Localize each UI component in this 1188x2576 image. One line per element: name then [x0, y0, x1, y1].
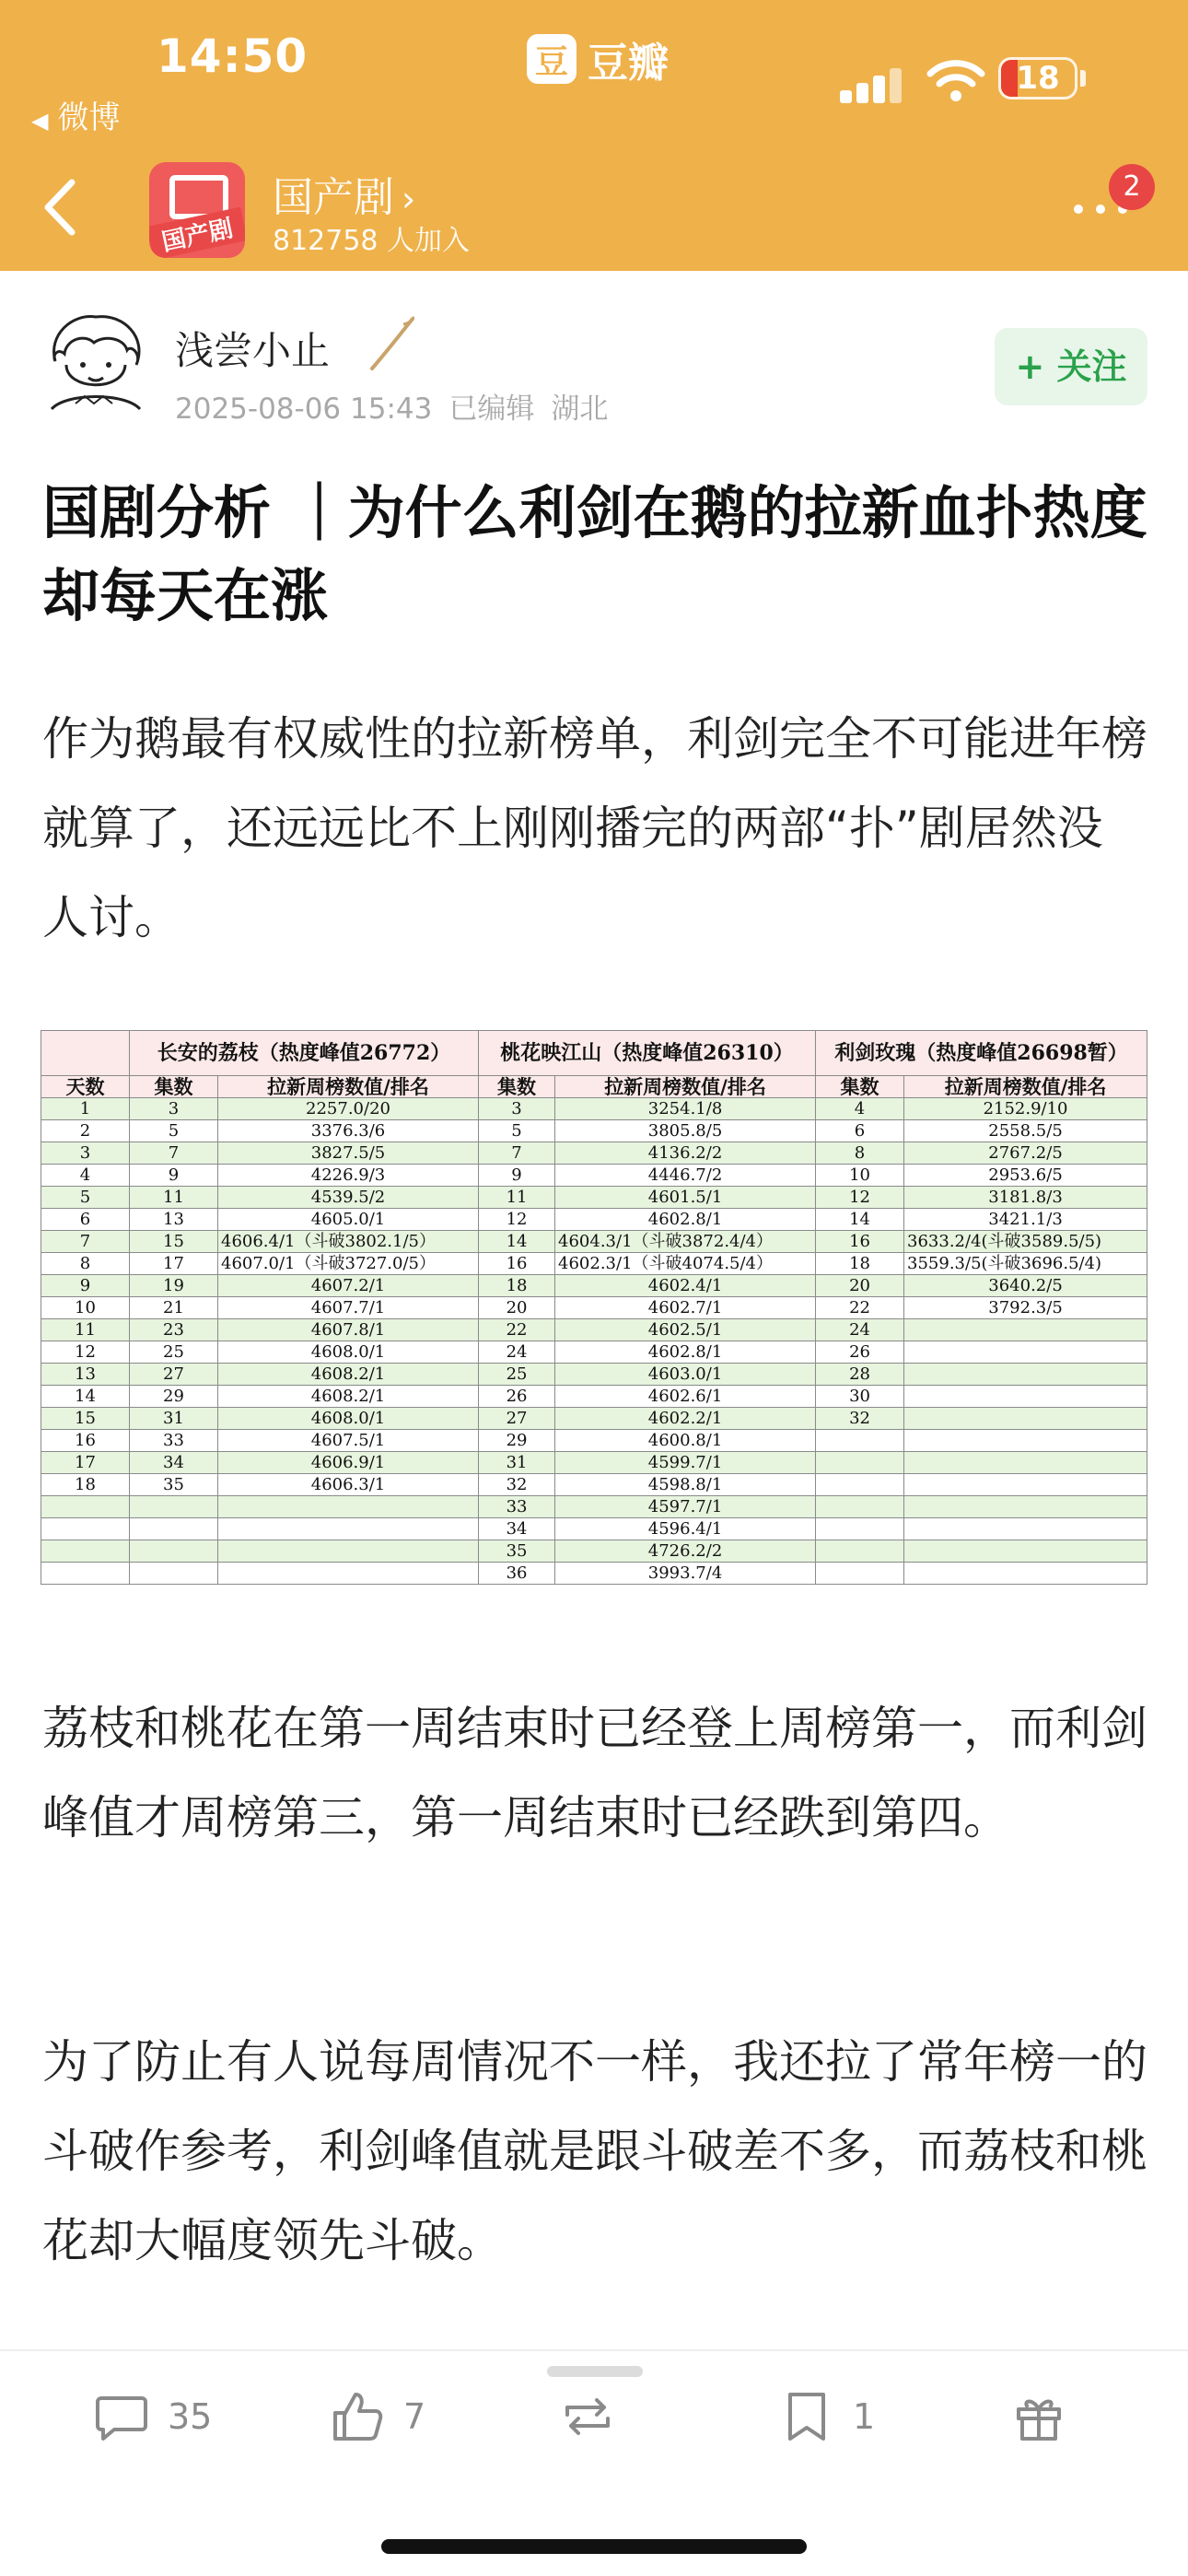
app-name: 豆瓣 — [588, 40, 669, 87]
action-bar-divider — [0, 2349, 1188, 2351]
table-cell: 4539.5/2 — [218, 1187, 479, 1209]
table-row — [41, 1297, 1147, 1319]
table-row — [41, 1142, 1147, 1165]
table-group-header: 利剑玫瑰（热度峰值26698暂） — [816, 1031, 1147, 1076]
table-cell — [904, 1540, 1147, 1563]
table-cell: 2 — [41, 1120, 130, 1142]
table-cell: 6 — [816, 1120, 904, 1142]
table-cell: 11 — [130, 1187, 218, 1209]
table-cell: 36 — [479, 1563, 555, 1585]
table-cell — [130, 1540, 218, 1563]
table-cell: 25 — [479, 1364, 555, 1386]
table-row — [41, 1386, 1147, 1408]
table-row — [41, 1496, 1147, 1518]
table-cell — [904, 1319, 1147, 1341]
chevron-right-icon: › — [402, 179, 416, 219]
table-cell: 17 — [130, 1253, 218, 1275]
table-cell — [41, 1563, 130, 1585]
table-cell: 3421.1/3 — [904, 1209, 1147, 1231]
table-cell — [816, 1540, 904, 1563]
table-cell: 4136.2/2 — [555, 1142, 816, 1165]
table-header: 天数 — [41, 1076, 130, 1098]
table-cell — [904, 1430, 1147, 1452]
table-cell: 32 — [479, 1474, 555, 1496]
table-cell: 14 — [479, 1231, 555, 1253]
table-cell: 4608.2/1 — [218, 1364, 479, 1386]
paragraph-2: 荔枝和桃花在第一周结束时已经登上周榜第一，而利剑峰值才周榜第三，第一周结束时已经跌到第四。 — [42, 1702, 1147, 1844]
table-cell: 26 — [479, 1386, 555, 1408]
table-cell: 8 — [41, 1253, 130, 1275]
table-cell: 21 — [130, 1297, 218, 1319]
table-cell: 3633.2/4(斗破3589.5/5) — [904, 1231, 1147, 1253]
post-title: 国剧分析 ｜为什么利剑在鹅的拉新血扑热度却每天在涨 — [42, 479, 1147, 629]
table-cell: 5 — [41, 1187, 130, 1209]
table-cell — [816, 1518, 904, 1540]
table-cell: 13 — [130, 1209, 218, 1231]
table-row — [41, 1319, 1147, 1341]
table-cell: 4599.7/1 — [555, 1452, 816, 1474]
table-cell: 4596.4/1 — [555, 1518, 816, 1540]
repost-button[interactable] — [558, 2386, 634, 2447]
table-cell: 3559.3/5(斗破3696.5/4) — [904, 1253, 1147, 1275]
table-cell: 4726.2/2 — [555, 1540, 816, 1563]
table-cell: 23 — [130, 1319, 218, 1341]
feather-badge-icon — [367, 313, 418, 372]
table-header: 拉新周榜数值/排名 — [555, 1076, 816, 1098]
table-cell: 3640.2/5 — [904, 1275, 1147, 1297]
cellular-signal-icon — [840, 66, 906, 103]
table-cell: 2953.6/5 — [904, 1165, 1147, 1187]
table-cell: 12 — [41, 1341, 130, 1364]
table-row — [41, 1474, 1147, 1496]
table-cell: 29 — [479, 1430, 555, 1452]
table-row — [41, 1364, 1147, 1386]
table-cell: 4602.7/1 — [555, 1297, 816, 1319]
comment-button[interactable] — [92, 2386, 212, 2447]
table-cell: 22 — [816, 1297, 904, 1319]
table-row — [41, 1563, 1147, 1585]
table-cell: 4 — [41, 1165, 130, 1187]
table-cell: 9 — [130, 1165, 218, 1187]
table-cell: 31 — [479, 1452, 555, 1474]
table-group-header: 长安的荔枝（热度峰值26772） — [130, 1031, 479, 1076]
table-row — [41, 1187, 1147, 1209]
table-cell: 34 — [479, 1518, 555, 1540]
notification-badge: 2 — [1109, 164, 1155, 210]
table-cell: 4602.3/1（斗破4074.5/4） — [555, 1253, 816, 1275]
follow-button[interactable]: + 关注 — [995, 328, 1147, 405]
table-row — [41, 1452, 1147, 1474]
table-cell: 4602.4/1 — [555, 1275, 816, 1297]
status-time: 14:50 — [157, 29, 309, 83]
table-cell: 27 — [479, 1408, 555, 1430]
table-cell: 16 — [479, 1253, 555, 1275]
table-cell — [218, 1518, 479, 1540]
back-to-app-link[interactable] — [31, 92, 120, 137]
post-date: 2025-08-06 15:43 — [175, 392, 433, 426]
table-cell: 3805.8/5 — [555, 1120, 816, 1142]
table-cell: 9 — [41, 1275, 130, 1297]
like-button[interactable] — [328, 2386, 425, 2447]
table-cell — [41, 1540, 130, 1563]
table-cell: 18 — [41, 1474, 130, 1496]
table-cell: 4603.0/1 — [555, 1364, 816, 1386]
table-cell — [130, 1496, 218, 1518]
table-cell: 4602.2/1 — [555, 1408, 816, 1430]
table-cell — [816, 1496, 904, 1518]
table-cell: 4602.6/1 — [555, 1386, 816, 1408]
table-cell: 4607.0/1（斗破3727.0/5） — [218, 1253, 479, 1275]
table-cell — [218, 1540, 479, 1563]
table-cell: 4604.3/1（斗破3872.4/4） — [555, 1231, 816, 1253]
table-cell — [41, 1518, 130, 1540]
back-chevron-icon[interactable] — [37, 175, 83, 240]
ranking-table — [41, 1030, 1147, 1585]
post-meta — [175, 385, 624, 427]
table-cell: 11 — [479, 1187, 555, 1209]
table-cell: 22 — [479, 1319, 555, 1341]
table-row — [41, 1253, 1147, 1275]
table-header: 拉新周榜数值/排名 — [904, 1076, 1147, 1098]
table-cell: 4608.0/1 — [218, 1408, 479, 1430]
thumbs-up-icon — [328, 2387, 387, 2446]
table-cell: 17 — [41, 1452, 130, 1474]
table-cell: 18 — [479, 1275, 555, 1297]
table-cell: 13 — [41, 1364, 130, 1386]
table-row — [41, 1518, 1147, 1540]
table-cell — [904, 1408, 1147, 1430]
wifi-icon — [926, 57, 985, 103]
table-header: 集数 — [479, 1076, 555, 1098]
table-cell: 7 — [41, 1231, 130, 1253]
table-cell: 32 — [816, 1408, 904, 1430]
gift-icon — [1009, 2387, 1068, 2446]
app-badge — [527, 33, 669, 85]
table-cell: 27 — [130, 1364, 218, 1386]
table-cell: 16 — [41, 1430, 130, 1452]
table-cell: 20 — [479, 1297, 555, 1319]
table-cell: 4602.8/1 — [555, 1209, 816, 1231]
table-cell: 4607.7/1 — [218, 1297, 479, 1319]
table-cell: 10 — [41, 1297, 130, 1319]
table-cell: 4606.3/1 — [218, 1474, 479, 1496]
table-cell: 4598.8/1 — [555, 1474, 816, 1496]
table-cell: 4607.2/1 — [218, 1275, 479, 1297]
table-cell: 35 — [479, 1540, 555, 1563]
table-cell: 12 — [816, 1187, 904, 1209]
table-cell: 3 — [41, 1142, 130, 1165]
table-cell: 2767.2/5 — [904, 1142, 1147, 1165]
table-cell: 5 — [130, 1120, 218, 1142]
ranking-table-image[interactable] — [41, 1030, 1147, 1622]
table-cell: 31 — [130, 1408, 218, 1430]
table-cell: 4600.8/1 — [555, 1430, 816, 1452]
repost-icon — [558, 2387, 617, 2446]
table-cell — [816, 1430, 904, 1452]
group-avatar-label: 国产剧 — [149, 207, 245, 258]
table-cell — [904, 1474, 1147, 1496]
table-cell: 11 — [41, 1319, 130, 1341]
table-cell: 15 — [41, 1408, 130, 1430]
table-row — [41, 1341, 1147, 1364]
table-cell: 3827.5/5 — [218, 1142, 479, 1165]
table-row — [41, 1430, 1147, 1452]
group-name-link[interactable] — [273, 164, 415, 223]
back-app-label: 微博 — [57, 100, 121, 136]
edited-label: 已编辑 — [448, 392, 535, 426]
table-cell: 7 — [130, 1142, 218, 1165]
table-cell: 3376.3/6 — [218, 1120, 479, 1142]
table-cell — [904, 1386, 1147, 1408]
table-cell: 4601.5/1 — [555, 1187, 816, 1209]
table-cell: 4605.0/1 — [218, 1209, 479, 1231]
table-cell: 33 — [479, 1496, 555, 1518]
table-cell: 4597.7/1 — [555, 1496, 816, 1518]
home-indicator[interactable] — [381, 2539, 807, 2554]
table-row — [41, 1408, 1147, 1430]
table-row — [41, 1098, 1147, 1120]
group-name: 国产剧 — [273, 174, 394, 221]
pull-handle[interactable] — [547, 2366, 643, 2377]
table-cell — [904, 1341, 1147, 1364]
table-cell: 1 — [41, 1098, 130, 1120]
table-cell — [218, 1496, 479, 1518]
table-cell — [41, 1496, 130, 1518]
table-cell: 35 — [130, 1474, 218, 1496]
table-cell — [904, 1518, 1147, 1540]
table-cell: 7 — [479, 1142, 555, 1165]
table-row — [41, 1231, 1147, 1253]
table-cell: 4602.5/1 — [555, 1319, 816, 1341]
table-cell: 4606.4/1（斗破3802.1/5） — [218, 1231, 479, 1253]
table-cell: 28 — [816, 1364, 904, 1386]
table-cell: 12 — [479, 1209, 555, 1231]
table-header: 集数 — [816, 1076, 904, 1098]
table-row — [41, 1120, 1147, 1142]
bookmark-icon — [777, 2387, 836, 2446]
table-cell — [904, 1364, 1147, 1386]
table-cell: 34 — [130, 1452, 218, 1474]
table-cell: 10 — [816, 1165, 904, 1187]
table-body — [41, 1098, 1147, 1585]
table-cell — [816, 1474, 904, 1496]
table-cell: 29 — [130, 1386, 218, 1408]
table-cell: 2257.0/20 — [218, 1098, 479, 1120]
paragraph-1: 作为鹅最有权威性的拉新榜单，利剑完全不可能进年榜就算了，还远远比不上刚刚播完的两部“扑”剧居然没人讨。 — [42, 712, 1147, 944]
top-header — [0, 0, 1188, 271]
table-cell: 30 — [816, 1386, 904, 1408]
table-row — [41, 1540, 1147, 1563]
group-member-count: 812758 人加入 — [273, 225, 471, 257]
table-cell: 6 — [41, 1209, 130, 1231]
table-cell: 5 — [479, 1120, 555, 1142]
table-cell — [130, 1563, 218, 1585]
table-cell: 15 — [130, 1231, 218, 1253]
table-cell: 3792.3/5 — [904, 1297, 1147, 1319]
table-cell — [130, 1518, 218, 1540]
table-cell: 24 — [479, 1341, 555, 1364]
table-cell: 3993.7/4 — [555, 1563, 816, 1585]
table-cell: 2152.9/10 — [904, 1098, 1147, 1120]
table-cell: 8 — [816, 1142, 904, 1165]
table-cell: 3254.1/8 — [555, 1098, 816, 1120]
table-cell: 4602.8/1 — [555, 1341, 816, 1364]
comment-count: 35 — [168, 2396, 213, 2437]
table-cell: 25 — [130, 1341, 218, 1364]
group-avatar[interactable] — [149, 162, 245, 258]
table-cell: 9 — [479, 1165, 555, 1187]
douban-logo-icon: 豆 — [527, 34, 577, 84]
table-cell: 18 — [816, 1253, 904, 1275]
table-cell: 33 — [130, 1430, 218, 1452]
collect-count: 1 — [853, 2396, 876, 2437]
gift-button[interactable] — [1009, 2386, 1085, 2447]
table-row — [41, 1209, 1147, 1231]
table-cell: 4608.0/1 — [218, 1341, 479, 1364]
table-cell: 4608.2/1 — [218, 1386, 479, 1408]
table-cell: 4 — [816, 1098, 904, 1120]
table-cell: 2558.5/5 — [904, 1120, 1147, 1142]
table-cell — [904, 1452, 1147, 1474]
table-cell: 4607.8/1 — [218, 1319, 479, 1341]
table-cell: 24 — [816, 1319, 904, 1341]
table-cell: 3 — [130, 1098, 218, 1120]
table-cell: 3 — [479, 1098, 555, 1120]
table-group-header: 桃花映江山（热度峰值26310） — [479, 1031, 816, 1076]
back-triangle-icon: ◀ — [31, 108, 49, 134]
table-cell: 16 — [816, 1231, 904, 1253]
comment-icon — [92, 2387, 151, 2446]
table-cell: 4226.9/3 — [218, 1165, 479, 1187]
table-cell: 20 — [816, 1275, 904, 1297]
table-cell: 26 — [816, 1341, 904, 1364]
author-name[interactable]: 浅尝小止 — [175, 328, 331, 373]
table-row — [41, 1275, 1147, 1297]
post-location: 湖北 — [551, 392, 609, 426]
table-header: 拉新周榜数值/排名 — [218, 1076, 479, 1098]
paragraph-3: 为了防止有人说每周情况不一样，我还拉了常年榜一的斗破作参考，利剑峰值就是跟斗破差不多，而荔枝和桃花却大幅度领先斗破。 — [42, 2035, 1147, 2267]
table-cell: 4607.5/1 — [218, 1430, 479, 1452]
battery-icon — [998, 57, 1077, 100]
table-header: 集数 — [130, 1076, 218, 1098]
table-row — [41, 1165, 1147, 1187]
table-cell — [904, 1496, 1147, 1518]
table-cell — [816, 1452, 904, 1474]
table-cell: 4446.7/2 — [555, 1165, 816, 1187]
like-count: 7 — [403, 2396, 426, 2437]
table-cell: 14 — [816, 1209, 904, 1231]
table-corner-cell — [41, 1031, 130, 1076]
table-cell: 14 — [41, 1386, 130, 1408]
collect-button[interactable] — [777, 2386, 875, 2447]
table-cell — [904, 1563, 1147, 1585]
table-cell: 3181.8/3 — [904, 1187, 1147, 1209]
table-cell: 4606.9/1 — [218, 1452, 479, 1474]
table-cell: 19 — [130, 1275, 218, 1297]
author-avatar[interactable] — [39, 308, 153, 422]
table-cell — [816, 1563, 904, 1585]
battery-level: 18 — [1016, 60, 1060, 97]
table-cell — [218, 1563, 479, 1585]
